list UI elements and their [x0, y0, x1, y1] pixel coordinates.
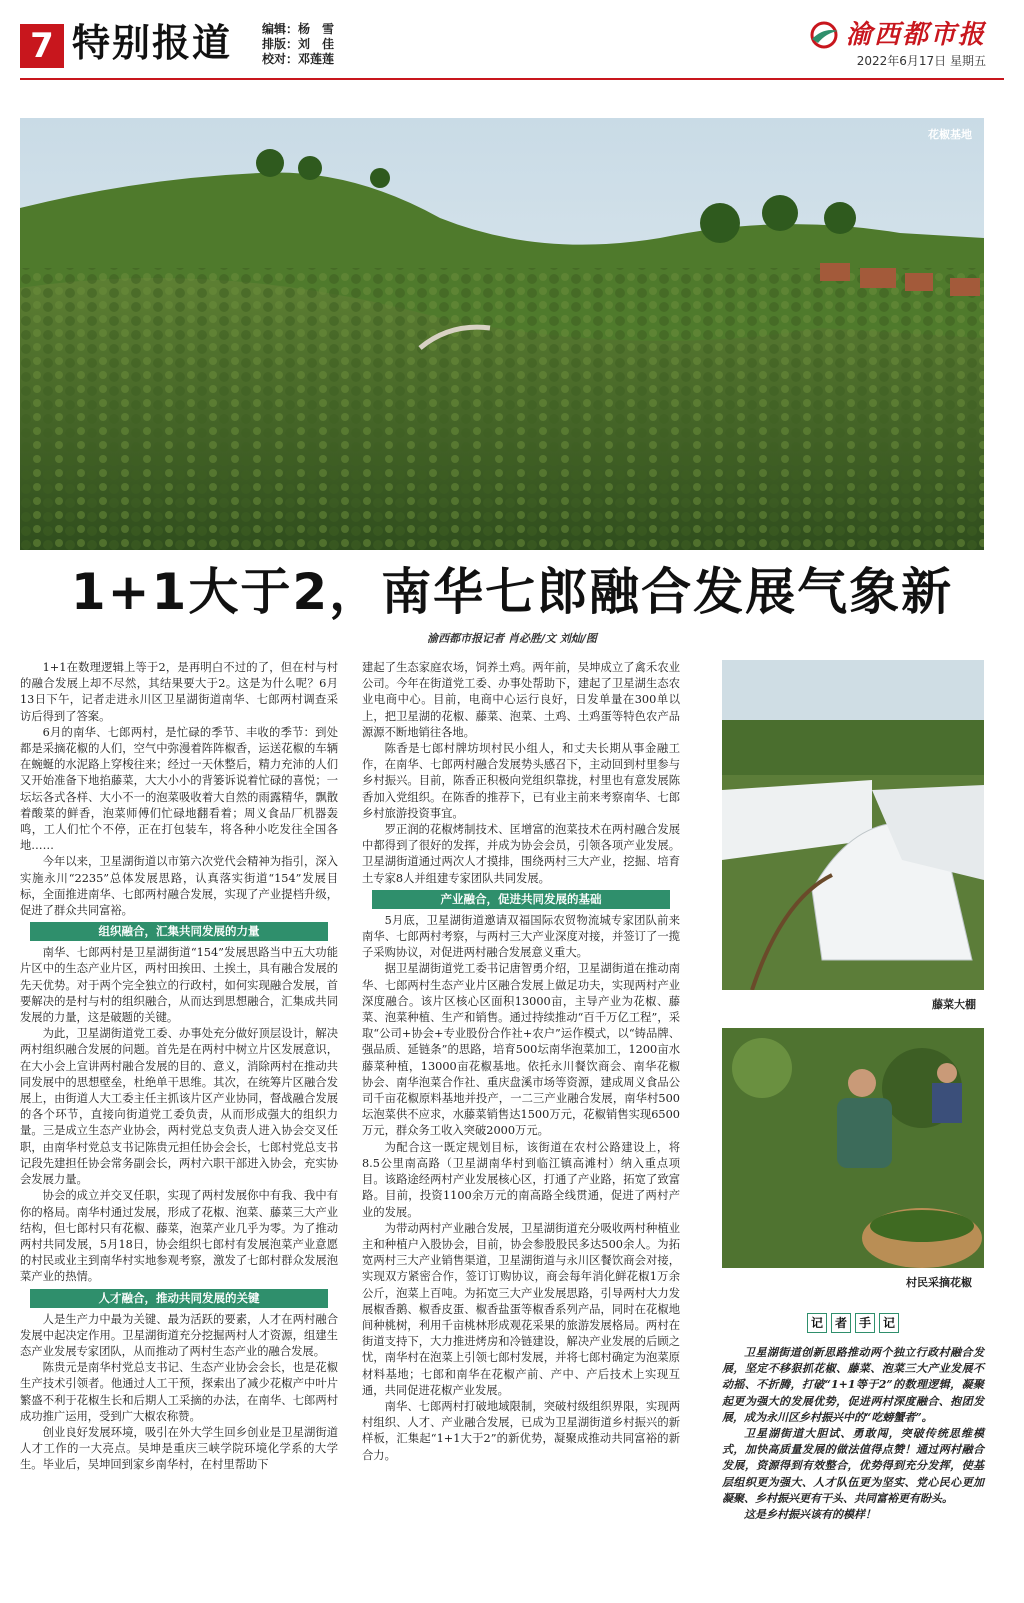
newspaper-logo-icon	[808, 21, 840, 49]
article-paragraph: 创业良好发展环境，吸引在外大学生回乡创业是卫星湖街道人才工作的一大亮点。吴坤是重庆三峡学院环境化学系的大学生。毕业后，吴坤回到家乡南华村，在村里帮助下	[20, 1425, 338, 1472]
note-title-char: 手	[855, 1313, 875, 1333]
side-photo-caption-1: 藤菜大棚	[932, 998, 976, 1011]
publication-date: 2022年6月17日 星期五	[856, 54, 986, 68]
article-paragraph: 协会的成立并交叉任职，实现了两村发展你中有我、我中有你的格局。南华村通过发展，形成了花椒、泡菜、藤菜三大产业结构，但七郎村只有花椒、藤菜，泡菜产业几乎为零。为了推动两村共同发展，5月18日，协会组织七郎村有发展泡菜产业意愿的村民或业主到南华村实地参观考察，激发了七郎村群众发展泡菜产业的热情。	[20, 1189, 338, 1284]
note-title-char: 记	[807, 1313, 827, 1333]
article-paragraph: 为带动两村产业融合发展，卫星湖街道充分吸收两村种植业主和种植户入股协会，目前，协会参股股民多达500余人。为拓宽两村三大产业销售渠道，卫星湖街道与永川区餐饮商会对接，实现双方紧密合作，签订订购协议，商会每年消化鲜花椒1万余公斤，泡菜上百吨。为拓宽三大产业发展思路，引导两村大力发展椒香鹅、椒香皮蛋、椒香盐蛋等椒香系列产品，同时在花椒地间种桃树，利用千亩桃林形成观花采果的旅游发展格局。两村在街道支持下，大力推进烤房和冷链建设，解决产业发展的后顾之忧，南华村在泡菜上引领七郎村发展，并将七郎村确定为泡菜原材料基地；七郎和南华在花椒产前、产中、产后技术上实现互通，共同促进花椒产业发展。	[362, 1221, 680, 1397]
editor-line: 编辑：杨 雪	[262, 22, 335, 36]
section-title: 特别报道	[72, 21, 233, 65]
masthead	[808, 20, 986, 50]
reporter-note-title	[807, 1313, 899, 1333]
page-number: 7	[20, 24, 64, 68]
article-paragraph: 南华、七郎两村是卫星湖街道“154”发展思路当中五大功能片区中的生态产业片区，两村田挨田、土挨土，具有融合发展的先天优势。对于两个完全独立的行政村，如何实现融合发展，首要解决的是村与村的组织融合，从而达到思想融合，汇集成共同发展的力量，这是破题的关键。	[20, 946, 338, 1025]
proofreader-line: 校对：邓莲莲	[262, 52, 335, 66]
side-photo-harvest	[722, 1028, 984, 1268]
note-paragraph: 卫星湖街道大胆试、勇敢闯，突破传统思维模式，加快高质量发展的做法值得点赞！通过两村融合发展，资源得到有效整合，优势得到充分发挥，使基层组织更为强大、人才队伍更为坚实、党心民心更加凝聚、乡村振兴更有干头、共同富裕更有盼头。	[722, 1427, 984, 1505]
pepper-harvest-image	[722, 1028, 984, 1268]
article-paragraph: 建起了生态家庭农场，饲养土鸡。两年前，吴坤成立了禽禾农业公司。今年在街道党工委、办事处帮助下，建起了卫星湖生态农业电商中心。目前，电商中心运行良好，日发单量在300单以上，把卫星湖的花椒、藤菜、泡菜、土鸡、土鸡蛋等特色农产品源源不断地销往各地。	[362, 661, 680, 739]
note-paragraph: 这是乡村振兴该有的模样！	[744, 1508, 876, 1522]
byline: 渝西都市报记者 肖必胜/文 刘灿/图	[427, 632, 597, 645]
article-column-2	[362, 660, 680, 1464]
article-paragraph: 今年以来，卫星湖街道以市第六次党代会精神为指引，深入实施永川“2235”总体发展思路，认真落实街道“154”发展目标，全面推进南华、七郎两村融合发展，实现了产业提档升级，促进了群众共同富裕。	[20, 855, 338, 918]
reporter-note	[722, 1345, 984, 1523]
article-paragraph: 人是生产力中最为关键、最为活跃的要素，人才在两村融合发展中起决定作用。卫星湖街道充分挖掘两村人才资源，组建生态产业发展专家团队，从而推动了两村生态产业的融合发展。	[20, 1312, 338, 1358]
article-paragraph: 1+1在数理逻辑上等于2，是再明白不过的了，但在村与村的融合发展上却不尽然，其结果要大于2。这是为什么呢？6月13日下午，记者走进永川区卫星湖街道南华、七郎两村调查采访后得到了答案。	[20, 661, 338, 723]
hero-photo	[20, 118, 984, 550]
article-paragraph: 6月的南华、七郎两村，是忙碌的季节、丰收的季节：到处都是采摘花椒的人们，空气中弥漫着阵阵椒香，运送花椒的车辆在蜿蜒的水泥路上穿梭往来；经过一天休整后，精力充沛的人们又开始准备下地掐藤菜，大大小小的背篓诉说着忙碌的喜悦；一坛坛各式各样、大小不一的泡菜吸收着大自然的雨露精华，飘散着酸菜的鲜香，泡菜师傅们忙碌地翻看着；周义食品厂机器轰鸣，工人们忙个不停，正在打包装车，将各种小吃发往全国各地……	[20, 725, 338, 853]
article-paragraph: 为配合这一既定规划目标，该街道在农村公路建设上，将8.5公里南高路（卫星湖南华村到临江镇高滩村）纳入重点项目。该路途经两村产业发展核心区，打通了产业路，拓宽了致富路。目前，投资1100余万元的南高路全线贯通，促进了两村产业的发展。	[362, 1140, 680, 1219]
subheading: 组织融合，汇集共同发展的力量	[30, 922, 328, 941]
article-paragraph: 罗正润的花椒烤制技术、匡增富的泡菜技术在两村融合发展中都得到了很好的发挥，并成为协会会员，引领各项产业发展。卫星湖街道通过两次人才摸排，围绕两村三大产业，挖掘、培育土专家8人并组建专家团队共同发展。	[362, 823, 680, 885]
article-column-1	[20, 660, 338, 1474]
note-title-char: 记	[879, 1313, 899, 1333]
editor-credits	[262, 22, 334, 67]
subheading: 人才融合，推动共同发展的关键	[30, 1289, 328, 1308]
newspaper-name: 渝西都市报	[845, 20, 986, 50]
article-paragraph: 南华、七郎两村打破地域限制，突破村级组织界限，实现两村组织、人才、产业融合发展，已成为卫星湖街道乡村振兴的新样板，汇集起“1+1大于2”的新优势，凝聚成推动共同富裕的新合力。	[362, 1399, 680, 1462]
article-paragraph: 陈香是七郎村牌坊坝村民小组人，和丈夫长期从事金融工作，在南华、七郎两村融合发展势头感召下，主动回到村里参与乡村振兴。目前，陈香正积极向党组织靠拢，村里也有意发展陈香加入党组织。在陈香的推荐下，已有业主前来考察南华、七郎乡村旅游投资事宜。	[362, 742, 680, 820]
layout-line: 排版：刘 佳	[262, 37, 335, 51]
article-paragraph: 为此，卫星湖街道党工委、办事处充分做好顶层设计，解决两村组织融合发展的问题。首先是在两村中树立片区发展意识，在大小会上宣讲两村融合发展的目的、意义，消除两村在推动共同发展中的思想壁垒，杜绝单干思维。其次，在统筹片区融合发展上，由街道人大工委主任主抓该片区产业协同，督战融合发展的各个环节，直接向街道党工委负责，从而形成强大的组织力量。三是成立生态产业协会，两村党总支负责人进入协会交叉任职，由南华村党总支书记陈贵元担任协会会长，七郎村党总支书记段先建担任协会常务副会长，两村六职干部进入协会，充实协会发展力量。	[20, 1027, 338, 1187]
subheading: 产业融合，促进共同发展的基础	[372, 890, 670, 909]
greenhouse-image	[722, 660, 984, 990]
note-title-char: 者	[831, 1313, 851, 1333]
article-paragraph: 5月底，卫星湖街道邀请双福国际农贸物流城专家团队前来南华、七郎两村考察，与两村三大产业深度对接，并签订了一揽子采购协议，对促进两村融合发展意义重大。	[362, 913, 680, 960]
page-header	[0, 0, 1024, 80]
side-photo-caption-2: 村民采摘花椒	[906, 1276, 972, 1289]
main-headline: 1+1大于2，南华七郎融合发展气象新	[70, 563, 954, 621]
pepper-farm-landscape-image	[20, 118, 984, 550]
article-paragraph: 据卫星湖街道党工委书记唐智勇介绍，卫星湖街道在推动南华、七郎两村生态产业片区融合发展上做足功夫，实现两村产业深度融合。该片区核心区面积13000亩，主导产业为花椒、藤菜、泡菜种植、生产和销售。通过持续推动“百千万亿工程”，采取“公司+协会+专业股份合作社+农户”运作模式，以“铸品牌、强品质、延链条”的思路，培育500坛南华泡菜加工，1200亩水藤菜种植，13000亩花椒基地。依托永川餐饮商会、南华花椒协会、南华泡菜合作社、重庆盘溪市场等资源，建成周义食品公司千亩花椒原料基地并投产，一二三产业融合发展，南华村500坛泡菜供不应求，水藤菜销售达1500万元，花椒销售实现6500万元，群众务工收入突破2000万元。	[362, 962, 680, 1138]
note-paragraph: 卫星湖街道创新思路推动两个独立行政村融合发展，坚定不移狠抓花椒、藤菜、泡菜三大产业发展不动摇、不折腾，打破“1+1等于2”的数理逻辑，凝聚起更为强大的发展优势，促进两村深度融合、抱团发展，成为永川区乡村振兴中的“吃螃蟹者”。	[722, 1346, 984, 1424]
header-rule	[20, 78, 1004, 80]
side-photo-greenhouse	[722, 660, 984, 990]
hero-photo-caption: 花椒基地	[928, 128, 972, 141]
article-paragraph: 陈贵元是南华村党总支书记、生态产业协会会长，也是花椒生产技术引领者。他通过人工干预，探索出了减少花椒产中叶片繁盛不利于花椒生长和后期人工采摘的办法，在南华、七郎两村成功推广运用，受到广大椒农称赞。	[20, 1361, 338, 1423]
